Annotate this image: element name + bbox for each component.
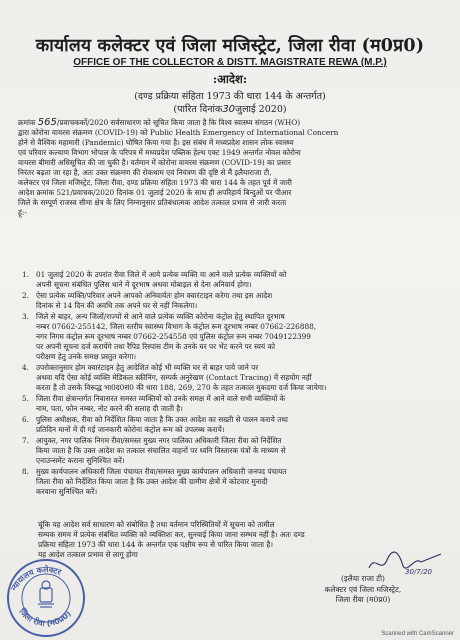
seal-top-text: न्यायालय कलेक्टर [9, 565, 63, 593]
body-line: हूं:- [18, 208, 27, 217]
order-heading: :आदेश: [212, 72, 248, 86]
order-item [22, 394, 442, 414]
official-seal [3, 552, 88, 640]
order-number-handwritten: 565 [37, 118, 57, 128]
closing-line: चूंकि यह आदेश सर्व साधारण को संबोधित है तथा वर्तमान परिस्थितियों में सूचना को तामील [38, 520, 275, 529]
item-number: 7. [22, 436, 29, 445]
item-line: पर अपनी सूचना दर्ज करायेंगे तथा रैपिड रिस्पांस टीम के उनके घर पर भेंट करने पर स्वयं को [36, 342, 275, 351]
signatory-name: (इलैया राजा टी) [341, 574, 385, 583]
item-line: अथवा यदि ऐसा कोई व्यक्ति मेडिकल स्क्रीनिंग, सम्पर्क अनुरेखण (Contact Tracing) में सहयोग नहीं [36, 373, 312, 382]
item-number: 5. [22, 394, 29, 403]
order-item [22, 312, 442, 362]
order-item [22, 467, 442, 497]
signature-handwritten-date: 30/7/20 [405, 568, 432, 576]
body-line: निरंतर बढ़ता जा रहा है, अतः उक्त संक्रमण की रोकथाम एवं नियंत्रण की दृष्टि से मैं इलैयाराजा टी, [18, 168, 272, 177]
order-body [18, 118, 448, 218]
closing-line: प्रक्रिया संहिता 1973 की धारा 144 के अन्तर्गत एक पक्षीय रूप से पारित किया जाता है। [38, 540, 273, 549]
body-line: होने से वैश्विक महामारी (Pandemic) घोषित किया गया है। इस संबंध में मध्यप्रदेश शासन लोक स्वास्थ्य [18, 138, 294, 147]
item-line: जिला रीवा क्षेत्रान्तर्गत निवासरत समस्त व्यक्तियों को उनके समक्ष में आने वाले सभी व्यक्तियों के [36, 394, 286, 403]
order-number-prefix: क्रमांक [18, 118, 36, 127]
body-line-text: /प्रवाचकर्को/2020 सर्वसाधारण को सूचित किया जाता है कि विश्व स्वास्थ्य संगठन (WHO) [56, 118, 301, 127]
order-item [22, 436, 442, 466]
item-line: जिले से बाहर, अन्य जिलों/राज्यों से आने वाले प्रत्येक व्यक्ति कोरोना कंट्रोल हेतु स्थापित दूरभाष [36, 312, 285, 321]
item-number: 4. [22, 363, 29, 372]
item-line: नम्बर 07662-255142, जिला स्तरीय स्वास्थ्य विभाग के कंट्रोल रूम दूरभाष नम्बर 07662-226888, [36, 322, 317, 331]
body-line: वायरस बीमारी अधिसूचित की जा चुकी है। वर्तमान में कोरोना वायरस संक्रमण (COVID-19) का प्रसार [18, 158, 291, 167]
body-line: एवं परिवार कल्याण विभाग भोपाल के परिपत्र में मध्यप्रदेश पब्लिक हेल्थ एक्ट 1949 अन्तर्गत नोवल कोरोना [18, 148, 301, 157]
item-line: 01 जुलाई 2020 के उपरांत रीवा जिले में आये प्रत्येक व्यक्ति या आने वाले प्रत्येक व्यक्तियों को [36, 270, 287, 279]
order-date-line [0, 102, 460, 115]
svg-text:न्यायालय कलेक्टर [9, 564, 63, 593]
order-date-suffix: जुलाई 2020) [235, 104, 287, 115]
order-items-list [22, 270, 442, 497]
item-line: करवाना सुनिश्चित करें। [36, 487, 98, 496]
scanner-watermark: Scanned with CamScanner [381, 631, 454, 637]
item-line: आयुक्त, नगर पालिक निगम रीवा/समस्त मुख्य नगर पालिका अधिकारी जिला रीवा को निर्देशित [36, 436, 282, 445]
signature-scrawl [365, 548, 445, 576]
order-item [22, 291, 442, 311]
signatory-district: जिला रीवा (म0प्र0) [335, 595, 391, 604]
office-title-english: OFFICE OF THE COLLECTOR & DISTT. MAGISTRATE REWA (M.P.) [73, 57, 387, 68]
order-item [22, 270, 442, 290]
item-line: नगर निगम कंट्रोल रूम दूरभाष नम्बर 07662-254558 एवं पुलिस कंट्रोल रूम नम्बर 7049122399 [36, 332, 311, 341]
order-date-handwritten: 30 [222, 104, 236, 115]
body-line: जिले के सम्पूर्ण राजस्व सीमा क्षेत्र के लिए निम्नानुसार प्रतिबंधात्मक आदेश तत्काल प्रभाव से जारी करता [18, 198, 287, 207]
item-line: एनाउन्समेंट कराना सुनिश्चित करें। [36, 456, 125, 465]
item-number: 6. [22, 415, 29, 424]
item-line: उपरोक्तानुसार होम क्वारंटाइन हेतु आदेशित कोई भी व्यक्ति घर से बाहर पाये जाने पर [36, 363, 259, 372]
office-title-hindi: कार्यालय कलेक्टर एवं जिला मजिस्ट्रेट, जिला रीवा (म0प्र0) [35, 36, 425, 56]
item-line: दिनांक से 14 दिन की अवधि तक अपने घर से नहीं निकलेगा। [36, 301, 198, 310]
body-line: आदेश क्रमांक 521/प्रवाचक/2020 दिनांक 01 जुलाई 2020 के साथ ही अपरिहार्य बिन्दुओं पर पीआर [18, 188, 292, 197]
body-line: द्वारा कोरोना वायरस संक्रमण (COVID-19) को Public Health Emergency of International Concern [18, 128, 339, 137]
item-line: मुख्य कार्यपालन अधिकारी जिला पंचायत रीवा/समस्त मुख्य कार्यपालन अधिकारी जनपद पंचायत [36, 467, 287, 476]
order-item [22, 415, 442, 435]
item-line: नाम, पता, फोन नम्बर, नोट करने की सलाह दी जाती है। [36, 404, 183, 413]
signature-block [298, 574, 428, 606]
item-number: 8. [22, 467, 29, 476]
item-line: किया जाता है कि उक्त आदेश का तत्काल संचालित वाहनों पर ध्वनि विस्तारक यंत्रों के माध्यम से [36, 446, 286, 455]
item-line: ऐसा प्रत्येक व्यक्ति/परिवार अपने आपको अनिवार्यतः होम क्वारंटाइन करेगा तथा इस आदेश [36, 291, 273, 300]
body-line [18, 118, 448, 128]
item-line: करता है तो उसके विरूद्ध भा0द0सं0 की धारा 188, 269, 270 के तहत तत्काल मुकदमा दर्ज किया जायेगा। [36, 383, 327, 392]
order-date-prefix: (पारित दिनांक [173, 104, 223, 115]
emblem-icon [38, 581, 54, 607]
body-line: कलेक्टर एवं जिला मजिस्ट्रेट, जिला रीवा, दण्ड प्रक्रिया संहिता 1973 की धारा 144 के तहत पूर्व में जारी [18, 178, 292, 187]
seal-bottom-text: जिला रीवा (म0प्र0) [17, 606, 73, 629]
svg-text:जिला रीवा (म0प्र0) [17, 606, 73, 629]
closing-line: सम्यक समय में प्रत्येक संबंधित व्यक्ति को व्यक्तिशः कर, सुनवाई किया जाना सम्भव नहीं है। अतः दण्ड [38, 530, 305, 539]
closing-line: यह आदेश तत्काल प्रभाव से लागू होगा [38, 550, 138, 559]
order-subheading: (दण्ड प्रक्रिया संहिता 1973 की धारा 144 के अन्तर्गत) [134, 91, 326, 102]
item-line: पुलिस अधीक्षक, रीवा को निर्देशित किया जाता है कि उक्त आदेश का सख्ती से पालन कराये तथा [36, 415, 288, 424]
signatory-designation: कलेक्टर एवं जिला मजिस्ट्रेट, [324, 584, 402, 594]
item-line: परीक्षण हेतु उनके समक्ष प्रस्तुत करेगा। [36, 352, 136, 361]
item-line: प्रतिदिन मानों में दी गई जानकारी कोरोना कंट्रोल रूम को उपलब्ध करायें। [36, 425, 225, 434]
item-number: 2. [22, 291, 29, 300]
order-item [22, 363, 442, 393]
item-line: अपनी सूचना संबंधित पुलिस थाने में दूरभाष अथवा मोबाइल से देना अनिवार्य होगा। [36, 280, 252, 289]
item-number: 3. [22, 312, 29, 321]
item-number: 1. [22, 270, 29, 279]
item-line: जिला रीवा को निर्देशित किया जाता है कि उक्त आदेश की ग्रामीण क्षेत्रों में कोटवार मुनादी [36, 477, 268, 486]
